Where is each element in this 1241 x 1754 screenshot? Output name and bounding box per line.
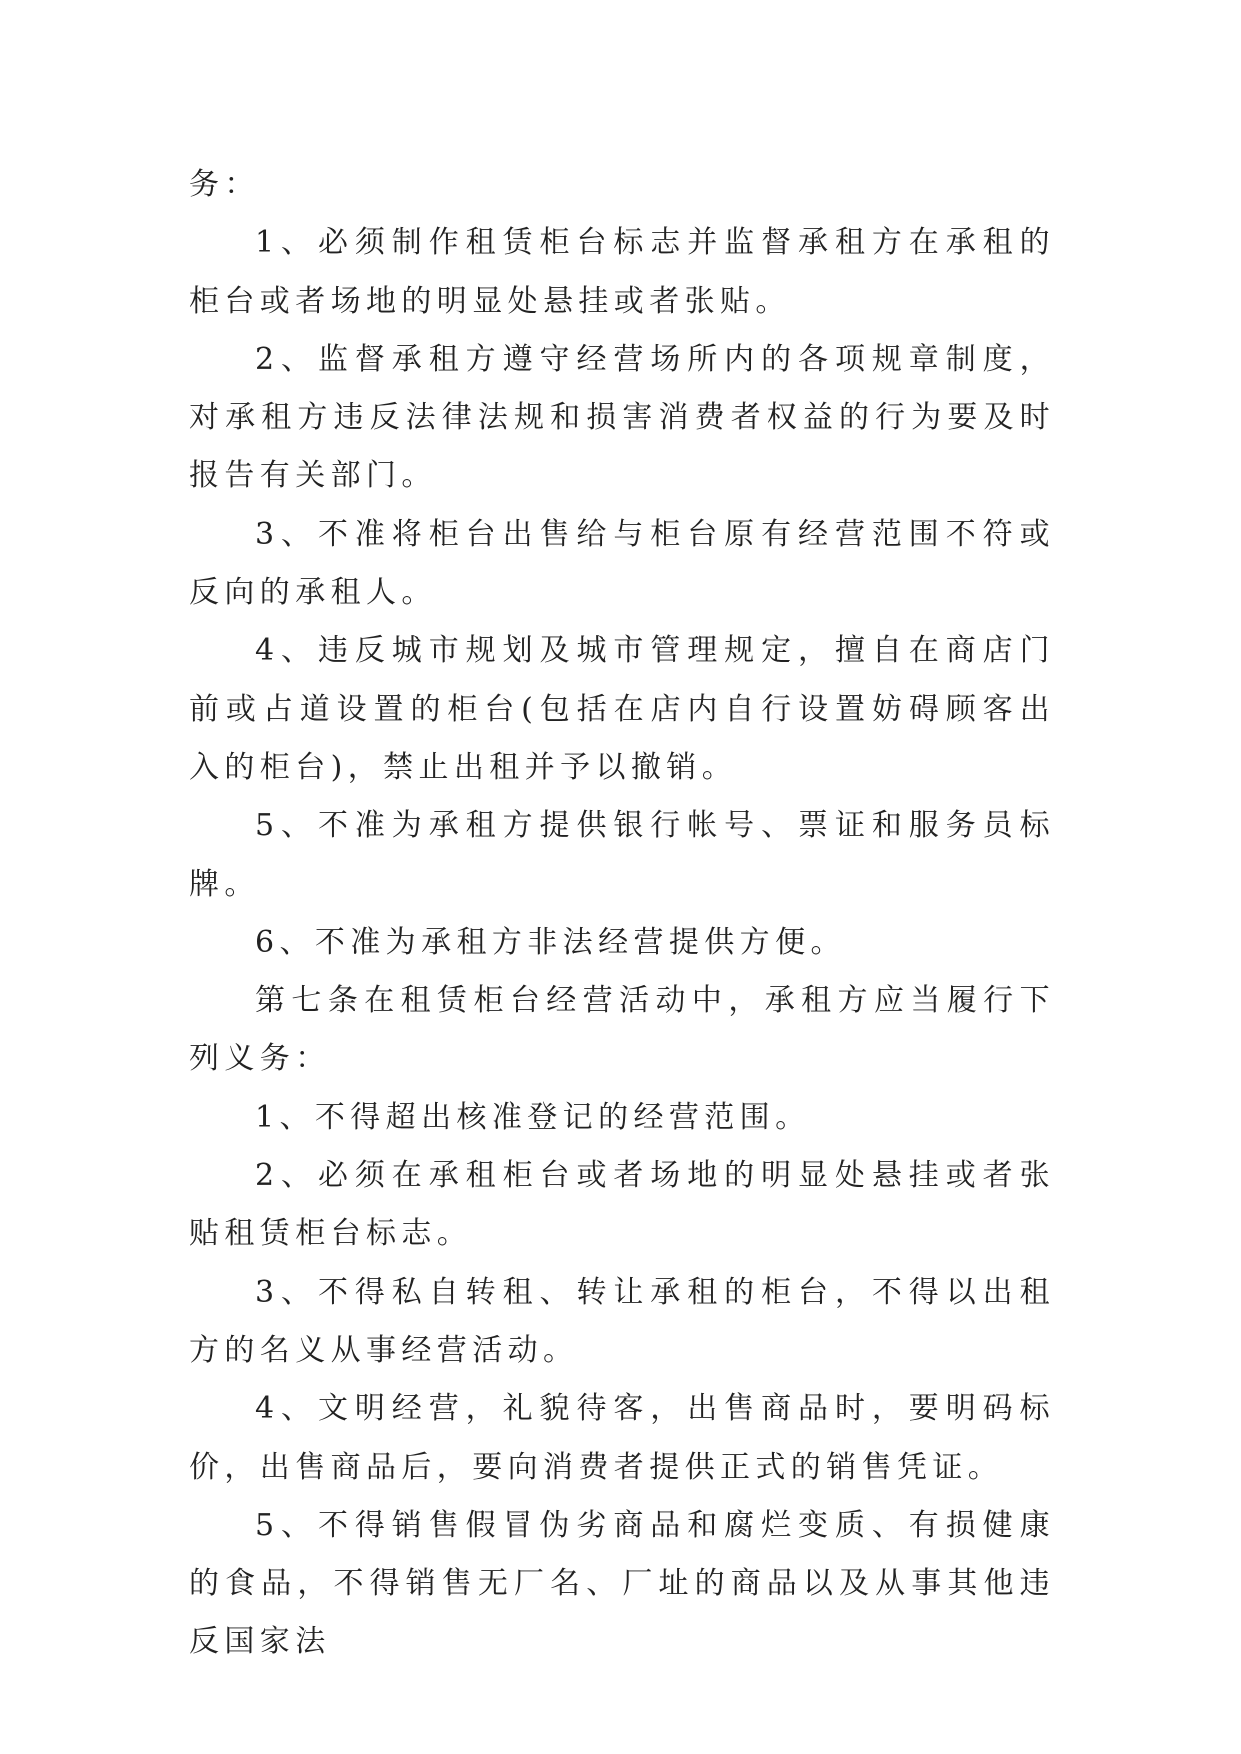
paragraph-article-7: 第七条在租赁柜台经营活动中，承租方应当履行下列义务： xyxy=(189,983,1055,1077)
paragraph-continuation: 务： xyxy=(189,167,260,202)
paragraph-clause-2: 2、监督承租方遵守经营场所内的各项规章制度，对承租方违反法律法规和损害消费者权益的行为要及时报告有关部门。 xyxy=(189,341,1055,494)
paragraph-clause-1: 1、必须制作租赁柜台标志并监督承租方在承租的柜台或者场地的明显处悬挂或者张贴。 xyxy=(189,225,1055,319)
paragraph-clause-5: 5、不准为承租方提供银行帐号、票证和服务员标牌。 xyxy=(189,808,1055,902)
paragraph-clause-4: 4、违反城市规划及城市管理规定，擅自在商店门前或占道设置的柜台(包括在店内自行设置妨碍顾客出入的柜台)，禁止出租并予以撤销。 xyxy=(189,633,1055,785)
paragraph-article7-clause-1: 1、不得超出核准登记的经营范围。 xyxy=(255,1099,811,1135)
document-body xyxy=(189,156,1055,1672)
paragraph-article7-clause-2: 2、必须在承租柜台或者场地的明显处悬挂或者张贴租赁柜台标志。 xyxy=(189,1158,1055,1252)
paragraph-article7-clause-4: 4、文明经营，礼貌待客，出售商品时，要明码标价，出售商品后，要向消费者提供正式的销售凭证。 xyxy=(189,1391,1055,1485)
paragraph-clause-3: 3、不准将柜台出售给与柜台原有经营范围不符或反向的承租人。 xyxy=(189,516,1055,611)
paragraph-article7-clause-5: 5、不得销售假冒伪劣商品和腐烂变质、有损健康的食品，不得销售无厂名、厂址的商品以及从事其他违反国家法 xyxy=(189,1507,1055,1660)
paragraph-clause-6: 6、不准为承租方非法经营提供方便。 xyxy=(255,924,846,960)
paragraph-article7-clause-3: 3、不得私自转租、转让承租的柜台，不得以出租方的名义从事经营活动。 xyxy=(189,1274,1055,1368)
